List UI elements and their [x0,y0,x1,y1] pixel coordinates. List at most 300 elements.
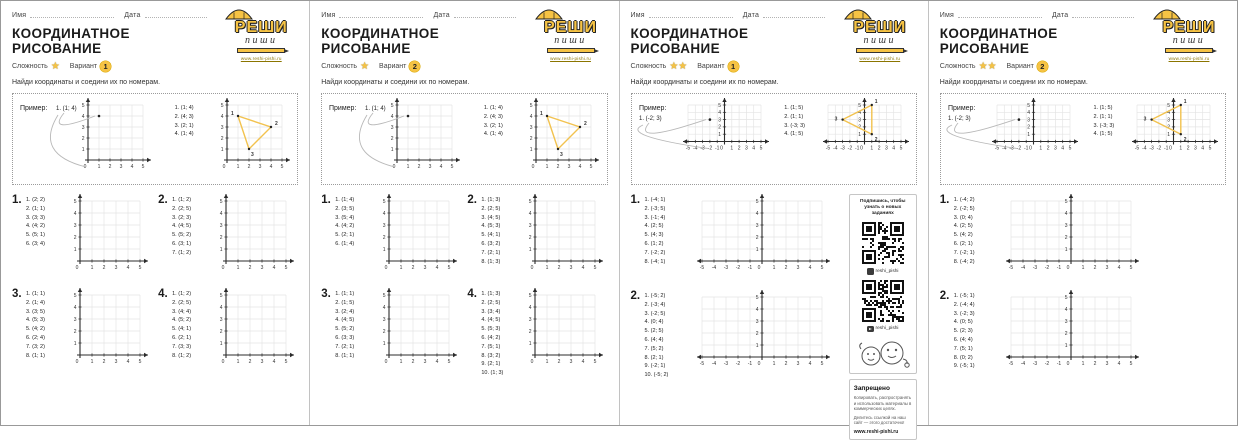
coordinate-item: 9. (-2; 1) [644,363,666,370]
worksheet-page [1,1,310,425]
svg-text:4: 4 [435,265,439,271]
svg-text:1: 1 [220,146,224,153]
svg-text:4: 4 [126,359,130,365]
difficulty-label: Сложность [321,63,358,70]
coordinate-item: 3. (3; 5) [26,308,45,315]
svg-text:3: 3 [755,222,758,229]
exercise-number: 2. [939,290,950,302]
svg-text:4: 4 [1064,306,1068,313]
exercise-number: 1. [939,194,950,206]
coordinate-item: 3. (-2; 5) [644,310,666,317]
svg-text:-4: -4 [711,265,716,271]
variant-label: Вариант [69,63,98,70]
svg-text:2: 2 [1186,145,1190,152]
example-hint-grid [327,98,462,173]
svg-text:4: 4 [126,265,130,271]
svg-text:2: 2 [417,164,421,170]
logo-subtitle: пиши [863,35,897,46]
svg-text:3: 3 [530,124,533,131]
coordinate-item: 3. (-3; 3) [1093,122,1115,129]
coordinate-item: 4. (4; 2) [335,223,355,230]
svg-text:0: 0 [221,265,225,271]
svg-text:5: 5 [1208,145,1212,152]
svg-text:5: 5 [529,198,532,205]
svg-text:5: 5 [73,198,77,205]
exercises [631,194,843,440]
svg-text:2: 2 [1167,124,1170,131]
coordinate-item: 4. (4; 5) [481,317,501,324]
svg-text:1: 1 [1064,342,1068,349]
svg-text:1: 1 [870,145,873,152]
svg-text:1: 1 [546,164,549,170]
forbidden-text: Копировать, распространять и использовать материалы в коммерческих целях. [853,395,912,412]
svg-text:2: 2 [248,359,252,365]
svg-text:1: 1 [236,265,240,271]
svg-text:-2: -2 [735,265,740,271]
coordinate-item: 9. (2; 1) [481,361,501,368]
svg-text:3: 3 [796,265,799,271]
name-field-line [339,10,423,18]
star-icon: ★ [678,60,688,72]
star-icon: ★ [669,60,679,72]
svg-text:3: 3 [423,265,427,271]
svg-text:1: 1 [219,246,223,253]
coordinate-item: 6. (4; 4) [644,336,664,343]
coordinate-item: 4. (5; 2) [172,317,192,324]
svg-text:2: 2 [557,164,560,170]
logo-link[interactable]: www.reshi-pishi.ru [1168,56,1210,61]
svg-text:1: 1 [236,359,240,365]
svg-text:4: 4 [382,210,386,217]
exercise-number: 2. [630,290,641,302]
svg-text:4: 4 [219,304,223,311]
svg-text:5: 5 [593,265,597,271]
svg-text:0: 0 [532,164,535,170]
exercise-block [12,194,152,274]
svg-text:3: 3 [114,265,118,271]
coordinate-item: 4. (5; 3) [26,317,45,324]
pencil-icon [856,48,904,53]
exercise-number: 4. [158,288,168,300]
svg-text:-5: -5 [1008,265,1013,271]
svg-text:2: 2 [584,121,588,127]
coordinate-item: 6. (3; 2) [481,240,501,247]
coordinate-item: 7. (2; 1) [481,249,501,256]
exercise-number: 1. [630,194,641,206]
logo-link[interactable]: www.reshi-pishi.ru [240,56,282,61]
svg-text:1: 1 [529,246,532,253]
social-handle: reshi_pishi [875,326,899,332]
coordinate-item: 6. (4; 2) [481,334,501,341]
svg-text:5: 5 [755,294,758,301]
svg-text:-1: -1 [854,145,860,152]
vk-icon [867,268,874,275]
difficulty-label: Сложность [630,63,667,70]
coordinate-item: 2. (1; 1) [26,205,45,212]
exercises [321,194,607,378]
svg-text:3: 3 [390,124,394,131]
coordinate-item: 3. (3; 4) [481,308,501,315]
coordinate-item: 1. (1; 1) [26,291,45,297]
svg-text:2: 2 [877,145,881,152]
forbidden-box [849,379,917,440]
date-field-line [763,10,825,18]
svg-text:3: 3 [382,222,386,229]
svg-text:3: 3 [834,116,838,123]
svg-text:4: 4 [892,145,895,152]
svg-text:-3: -3 [699,145,705,152]
qr-caption [853,268,913,275]
coordinate-item: 2. (1; 1) [784,113,804,120]
coordinate-item: 4. (4; 5) [335,317,355,324]
logo-link[interactable]: www.reshi-pishi.ru [859,56,901,61]
svg-text:5: 5 [820,265,823,271]
svg-text:3: 3 [796,361,799,367]
svg-text:2: 2 [874,137,878,144]
exercise-coordinate-list [481,288,523,378]
coordinate-item: 7. (-2; 2) [644,249,666,256]
exercise-grid [523,288,605,368]
svg-text:5: 5 [1068,145,1072,152]
coordinate-item: 4. (5; 3) [481,223,501,230]
coordinate-item: 8. (2; 1) [644,354,664,361]
svg-text:5: 5 [447,359,451,365]
coordinate-item: 7. (-2; 1) [953,249,975,256]
svg-text:-5: -5 [1008,361,1013,367]
svg-text:5: 5 [81,102,85,109]
example-point [407,115,410,118]
svg-text:4: 4 [1061,145,1064,152]
svg-text:3: 3 [744,145,748,152]
svg-text:4: 4 [857,110,861,117]
coordinate-item: 1. (1; 2) [172,197,192,203]
svg-text:4: 4 [219,210,223,217]
coordinate-item: 3. (0; 4) [953,214,973,221]
coordinate-item: 2. (4; 3) [174,113,194,120]
svg-text:-3: -3 [723,361,728,367]
variant-badge: 2 [409,61,420,72]
name-label: Имя [939,12,954,19]
svg-text:2: 2 [411,359,415,365]
svg-text:2: 2 [557,265,561,271]
exercise-number: 3. [321,288,331,300]
coordinate-item: 4. (2; 5) [953,223,973,230]
svg-text:3: 3 [81,124,85,131]
coordinate-item: 7. (5; 1) [953,345,973,352]
svg-text:-1: -1 [714,145,719,152]
pencil-icon [1165,48,1213,53]
svg-text:5: 5 [1064,198,1068,205]
coordinate-item: 5. (4; 3) [644,232,664,239]
svg-text:4: 4 [439,164,443,170]
coordinate-item: 8. (-4; 2) [953,258,975,265]
svg-text:1: 1 [1179,145,1183,152]
logo-link[interactable]: www.reshi-pishi.ru [550,56,591,61]
coordinate-item: 6. (2; 1) [953,240,973,247]
svg-text:-3: -3 [1009,145,1014,152]
coordinate-item: 3. (5; 4) [335,214,355,221]
exercise-coordinate-list [335,194,377,249]
svg-text:2: 2 [1026,124,1030,131]
svg-text:-3: -3 [1032,265,1037,271]
svg-text:2: 2 [784,265,787,271]
coordinate-item: 3. (2; 3) [172,214,192,221]
exercise-block [321,194,461,274]
svg-text:4: 4 [1064,210,1068,217]
logo-subtitle: пиши [244,35,278,46]
difficulty-stars [51,62,60,72]
svg-text:5: 5 [382,198,386,205]
qr-code-image [860,278,906,324]
example-hint-coordinate: 1. (1; 4) [56,106,77,112]
svg-text:3: 3 [73,316,77,323]
coordinate-item: 4. (0; 5) [953,319,973,326]
svg-text:0: 0 [83,164,87,170]
exercise-number: 2. [467,194,477,206]
example-solution-grid [215,98,292,173]
svg-text:1: 1 [97,164,101,170]
coordinate-item: 4. (4; 2) [26,223,45,230]
instruction-text: Найди координаты и соедини их по номерам. [630,79,779,86]
svg-text:2: 2 [755,330,758,337]
coordinate-item: 1. (-5; 2) [644,293,666,299]
svg-text:2: 2 [784,361,787,367]
svg-text:5: 5 [529,292,532,299]
example-label: Пример: [20,105,48,112]
svg-text:1: 1 [1039,145,1042,152]
svg-text:4: 4 [73,210,77,217]
coordinate-item: 6. (3; 3) [335,334,355,341]
svg-text:-2: -2 [707,145,712,152]
coordinate-item: 10. (-5; 2) [644,372,669,379]
subscribe-box [849,194,917,374]
coordinate-item: 2. (2; 5) [481,299,501,306]
star-icon: ★ [987,60,997,72]
svg-text:1: 1 [545,265,549,271]
svg-text:3: 3 [857,117,861,124]
logo-title: РЕШИ [853,19,907,36]
coordinate-item: 4. (0; 4) [644,319,664,326]
svg-text:0: 0 [757,265,760,271]
svg-text:2: 2 [411,265,415,271]
svg-text:-5: -5 [699,361,704,367]
exercise-coordinate-list [954,290,1002,371]
exercise-block [940,290,1226,371]
svg-text:5: 5 [530,102,533,109]
exercise-block [631,194,843,274]
svg-text:0: 0 [1028,145,1032,152]
coordinate-item: 3. (2; 1) [174,122,194,129]
svg-text:1: 1 [399,265,403,271]
svg-text:-5: -5 [685,145,690,152]
svg-text:4: 4 [808,265,811,271]
svg-text:2: 2 [81,135,85,142]
logo-subtitle: пиши [1172,35,1206,46]
difficulty-label: Сложность [939,63,976,70]
svg-text:4: 4 [269,164,273,170]
coordinate-item: 3. (-1; 4) [644,214,666,221]
variant-label: Вариант [697,63,725,70]
meta-row [321,61,529,72]
svg-text:1: 1 [406,164,410,170]
coordinate-item: 2. (-3; 4) [644,301,666,308]
exercise-grid [214,288,296,368]
svg-text:5: 5 [141,164,145,170]
svg-text:2: 2 [390,135,394,142]
svg-text:1: 1 [772,265,775,271]
svg-text:2: 2 [557,359,561,365]
coordinate-item: 7. (2; 1) [335,343,355,350]
date-field-line [145,10,207,18]
coordinate-item: 8. (1; 1) [26,352,45,359]
coordinate-item: 1. (1; 4) [335,197,355,203]
svg-text:0: 0 [392,164,396,170]
svg-text:0: 0 [75,359,79,365]
name-date-row [321,10,529,19]
svg-text:0: 0 [1066,265,1070,271]
svg-text:-2: -2 [1044,361,1049,367]
svg-text:2: 2 [102,265,106,271]
svg-text:3: 3 [219,316,223,323]
svg-text:3: 3 [258,164,262,170]
difficulty-stars [360,62,369,72]
svg-text:0: 0 [530,359,534,365]
name-date-row [940,10,1148,19]
coordinate-item: 9. (-5; 1) [953,363,975,370]
exercise-number: 3. [12,288,22,300]
coordinate-item: 2. (1; 5) [335,299,355,306]
exercise-coordinate-list [645,194,693,266]
svg-text:5: 5 [759,145,762,152]
svg-text:3: 3 [755,318,758,325]
exercise-block [158,194,298,274]
svg-text:3: 3 [529,316,532,323]
svg-text:4: 4 [755,306,758,313]
page-header [321,10,607,86]
star-icon: ★ [50,60,60,72]
coordinate-item: 4. (1; 5) [784,131,804,138]
coordinate-item: 4. (1; 4) [174,131,194,138]
instruction-text: Найди координаты и соедини их по номерам. [321,79,470,86]
svg-text:-1: -1 [1023,145,1029,152]
svg-text:2: 2 [275,121,279,127]
coordinate-item: 10. (1; 3) [481,370,504,377]
exercise-grid [1002,290,1141,370]
svg-text:2: 2 [73,328,77,335]
svg-text:5: 5 [1064,294,1068,301]
svg-text:2: 2 [529,328,532,335]
example-hint-coordinate: 1. (-2; 3) [947,116,971,122]
coordinate-item: 1. (-5; 1) [953,293,975,299]
coordinate-item: 2. (2; 5) [172,299,192,306]
svg-text:4: 4 [529,304,532,311]
svg-text:3: 3 [529,222,532,229]
svg-text:1: 1 [755,342,758,349]
coordinate-item: 5. (4; 1) [172,326,192,333]
svg-text:4: 4 [1117,361,1121,367]
svg-text:0: 0 [859,145,863,152]
svg-text:1: 1 [81,146,85,153]
svg-text:5: 5 [820,361,823,367]
example-hint-grid [637,98,771,155]
svg-text:5: 5 [390,102,394,109]
svg-text:1: 1 [73,246,77,253]
svg-text:3: 3 [884,145,888,152]
svg-text:3: 3 [260,265,264,271]
svg-text:5: 5 [899,145,903,152]
site-link[interactable]: www.reshi-pishi.ru [853,428,899,435]
coordinate-item: 6. (1; 2) [644,240,664,247]
variant-badge: 1 [728,61,739,72]
exercise-block [158,288,298,368]
svg-text:1: 1 [530,146,533,153]
svg-text:-3: -3 [840,145,845,152]
svg-text:2: 2 [755,234,758,241]
svg-text:3: 3 [220,124,224,131]
exercise-block [631,290,843,380]
coordinate-item: 8. (0; 2) [953,354,973,361]
svg-text:-4: -4 [711,361,716,367]
exercise-coordinate-list [172,194,214,258]
coordinate-item: 7. (5; 1) [481,343,501,350]
exercise-coordinate-list [335,288,377,360]
exercise-block [321,288,461,378]
coordinate-item: 1. (1; 3) [481,291,501,297]
coordinate-item: 3. (3; 3) [26,214,45,221]
example-box [321,93,607,185]
exercise-coordinate-list [645,290,693,380]
svg-text:3: 3 [1143,116,1147,123]
coordinate-item: 1. (1; 4) [483,105,503,111]
svg-text:-2: -2 [1156,145,1162,152]
svg-text:3: 3 [1193,145,1197,152]
forbidden-title: Запрещено [853,385,890,392]
coordinate-item: 1. (1; 3) [481,197,501,203]
coordinate-item: 5. (4; 2) [953,232,973,239]
svg-text:2: 2 [529,234,532,241]
meta-row [940,61,1148,72]
meta-row [12,61,220,72]
exercise-grid [693,194,832,274]
logo-subtitle: пиши [554,35,587,46]
svg-text:-3: -3 [1032,361,1037,367]
svg-text:1: 1 [382,246,386,253]
logo [843,8,917,61]
page-header [12,10,298,86]
worksheet-page [310,1,619,425]
coordinate-item: 5. (5; 1) [26,232,45,239]
promo-sidebar [849,194,917,440]
coordinate-item: 8. (1; 3) [481,258,501,265]
svg-text:2: 2 [737,145,740,152]
svg-text:1: 1 [772,361,775,367]
svg-text:2: 2 [219,234,223,241]
date-label: Дата [742,12,760,19]
coordinate-item: 2. (-2; 5) [953,205,975,212]
example-point [708,118,711,121]
exercise-coordinate-list [481,194,523,266]
svg-text:-4: -4 [1001,145,1007,152]
svg-text:1: 1 [231,111,235,117]
svg-text:-2: -2 [735,361,740,367]
svg-text:2: 2 [1064,330,1068,337]
example-coordinate-list [1093,98,1114,139]
coordinate-item: 8. (-4; 1) [644,258,666,265]
svg-text:-3: -3 [1149,145,1154,152]
pencil-icon [547,48,595,53]
svg-text:1: 1 [1064,246,1068,253]
svg-text:5: 5 [220,102,224,109]
